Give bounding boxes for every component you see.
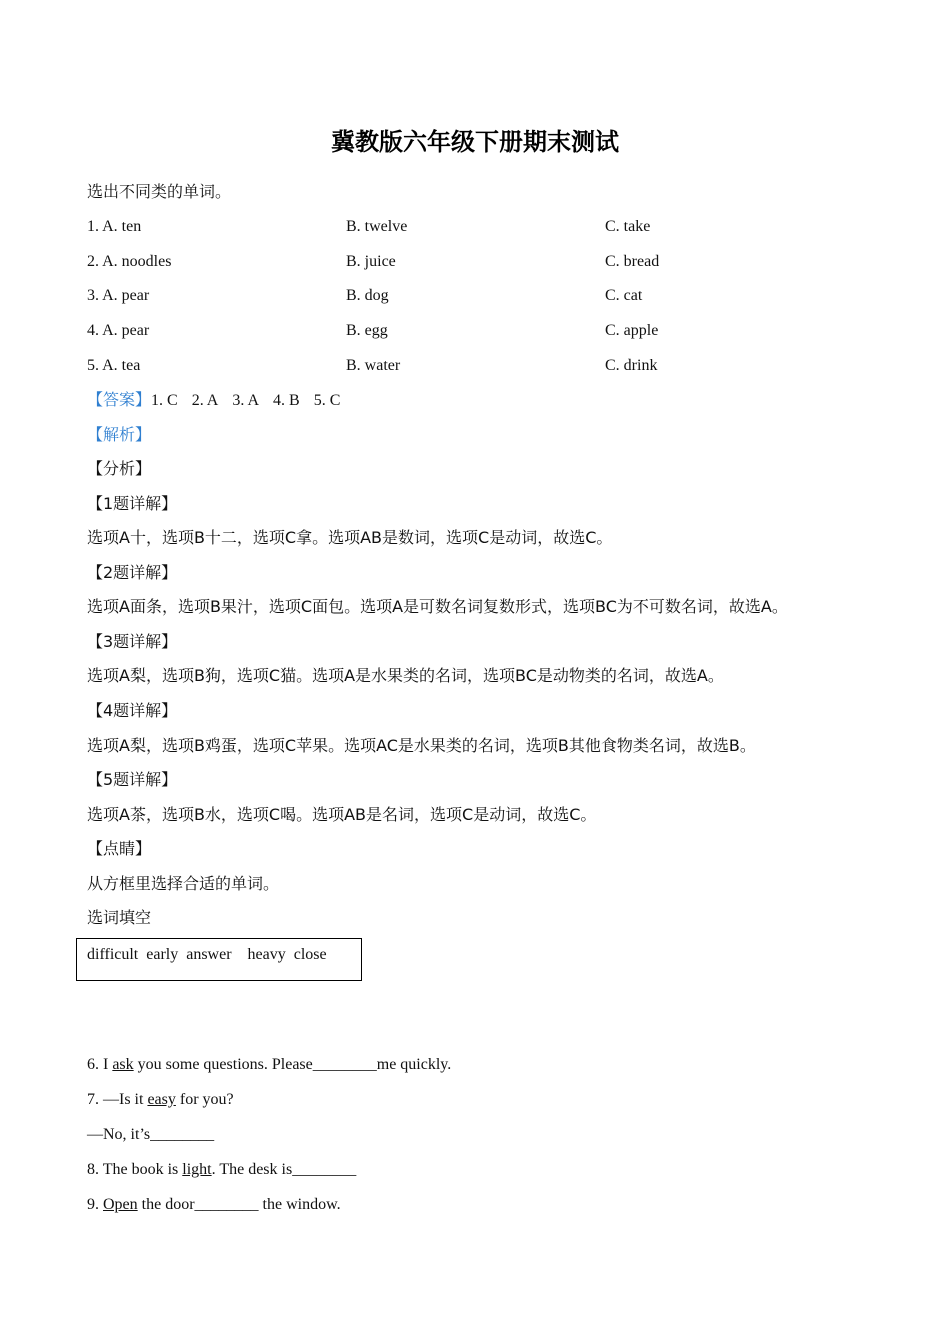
detail-text: 选项A梨，选项B鸡蛋，选项C苹果。选项AC是水果类的名词，选项B其他食物类名词，故选B。 [87, 736, 756, 755]
section1-instruction: 选出不同类的单词。 [87, 182, 232, 201]
dianjing-label: 【点睛】 [87, 839, 152, 858]
q8-pre: 8. The book is [87, 1161, 183, 1178]
option-b: B. water [346, 357, 401, 374]
option-c: C. bread [605, 253, 660, 270]
q7-pre: 7. —Is it [87, 1091, 148, 1108]
detail-heading: 【3题详解】 [87, 632, 178, 651]
q6-pre: 6. I [87, 1056, 113, 1073]
page-title: 冀教版六年级下册期末测试 [331, 128, 619, 156]
word-box [76, 938, 362, 981]
q8-post: . The desk is________ [211, 1161, 357, 1178]
option-c: C. take [605, 218, 651, 235]
detail-heading: 【1题详解】 [87, 494, 178, 513]
detail-heading: 【5题详解】 [87, 770, 178, 789]
q6-underlined: ask [112, 1056, 134, 1073]
detail-text: 选项A茶，选项B水，选项C喝。选项AB是名词，选项C是动词，故选C。 [87, 805, 597, 824]
detail-text: 选项A十，选项B十二，选项C拿。选项AB是数词，选项C是动词，故选C。 [87, 528, 613, 547]
q8-underlined: light [182, 1161, 212, 1178]
detail-text: 选项A面条，选项B果汁，选项C面包。选项A是可数名词复数形式，选项BC为不可数名词，故选A。 [87, 597, 788, 616]
option-a: 4. A. pear [87, 322, 150, 339]
dianjing-text: 从方框里选择合适的单词。 [87, 874, 280, 893]
q9-post: the door________ the window. [137, 1196, 341, 1213]
answer-value: 4. B [273, 392, 300, 409]
option-c: C. apple [605, 322, 659, 339]
fenxi-label: 【分析】 [87, 459, 152, 478]
detail-heading: 【4题详解】 [87, 701, 178, 720]
question-7 [87, 1089, 234, 1111]
answer-line [87, 389, 354, 412]
q9-underlined: Open [103, 1196, 138, 1213]
detail-text: 选项A梨，选项B狗，选项C猫。选项A是水果类的名词，选项BC是动物类的名词，故选A。 [87, 666, 724, 685]
q9-pre: 9. [87, 1196, 103, 1213]
answer-value: 1. C [151, 392, 178, 409]
option-b: B. juice [346, 253, 396, 270]
q6-post: you some questions. Please________me quickly. [133, 1056, 452, 1073]
answer-value: 2. A [191, 392, 219, 409]
option-a: 3. A. pear [87, 287, 150, 304]
q7-underlined: easy [147, 1091, 176, 1108]
option-b: B. egg [346, 322, 388, 339]
section2-instruction: 选词填空 [87, 908, 152, 927]
question-6 [87, 1054, 451, 1076]
question-9 [87, 1194, 341, 1216]
option-a: 2. A. noodles [87, 253, 172, 270]
word-box-words: difficult early answer heavy close [87, 946, 327, 963]
option-a: 5. A. tea [87, 357, 141, 374]
question-8 [87, 1159, 356, 1181]
detail-heading: 【2题详解】 [87, 563, 178, 582]
answer-value: 5. C [313, 392, 341, 409]
question-7-reply: —No, it’s________ [87, 1126, 215, 1143]
answer-label: 【答案】 [87, 390, 152, 409]
option-b: B. dog [346, 287, 389, 304]
option-c: C. drink [605, 357, 658, 374]
analysis-label: 【解析】 [87, 425, 152, 444]
answer-value: 3. A [232, 392, 260, 409]
q7-post: for you? [175, 1091, 234, 1108]
option-b: B. twelve [346, 218, 408, 235]
option-c: C. cat [605, 287, 643, 304]
option-a: 1. A. ten [87, 218, 142, 235]
